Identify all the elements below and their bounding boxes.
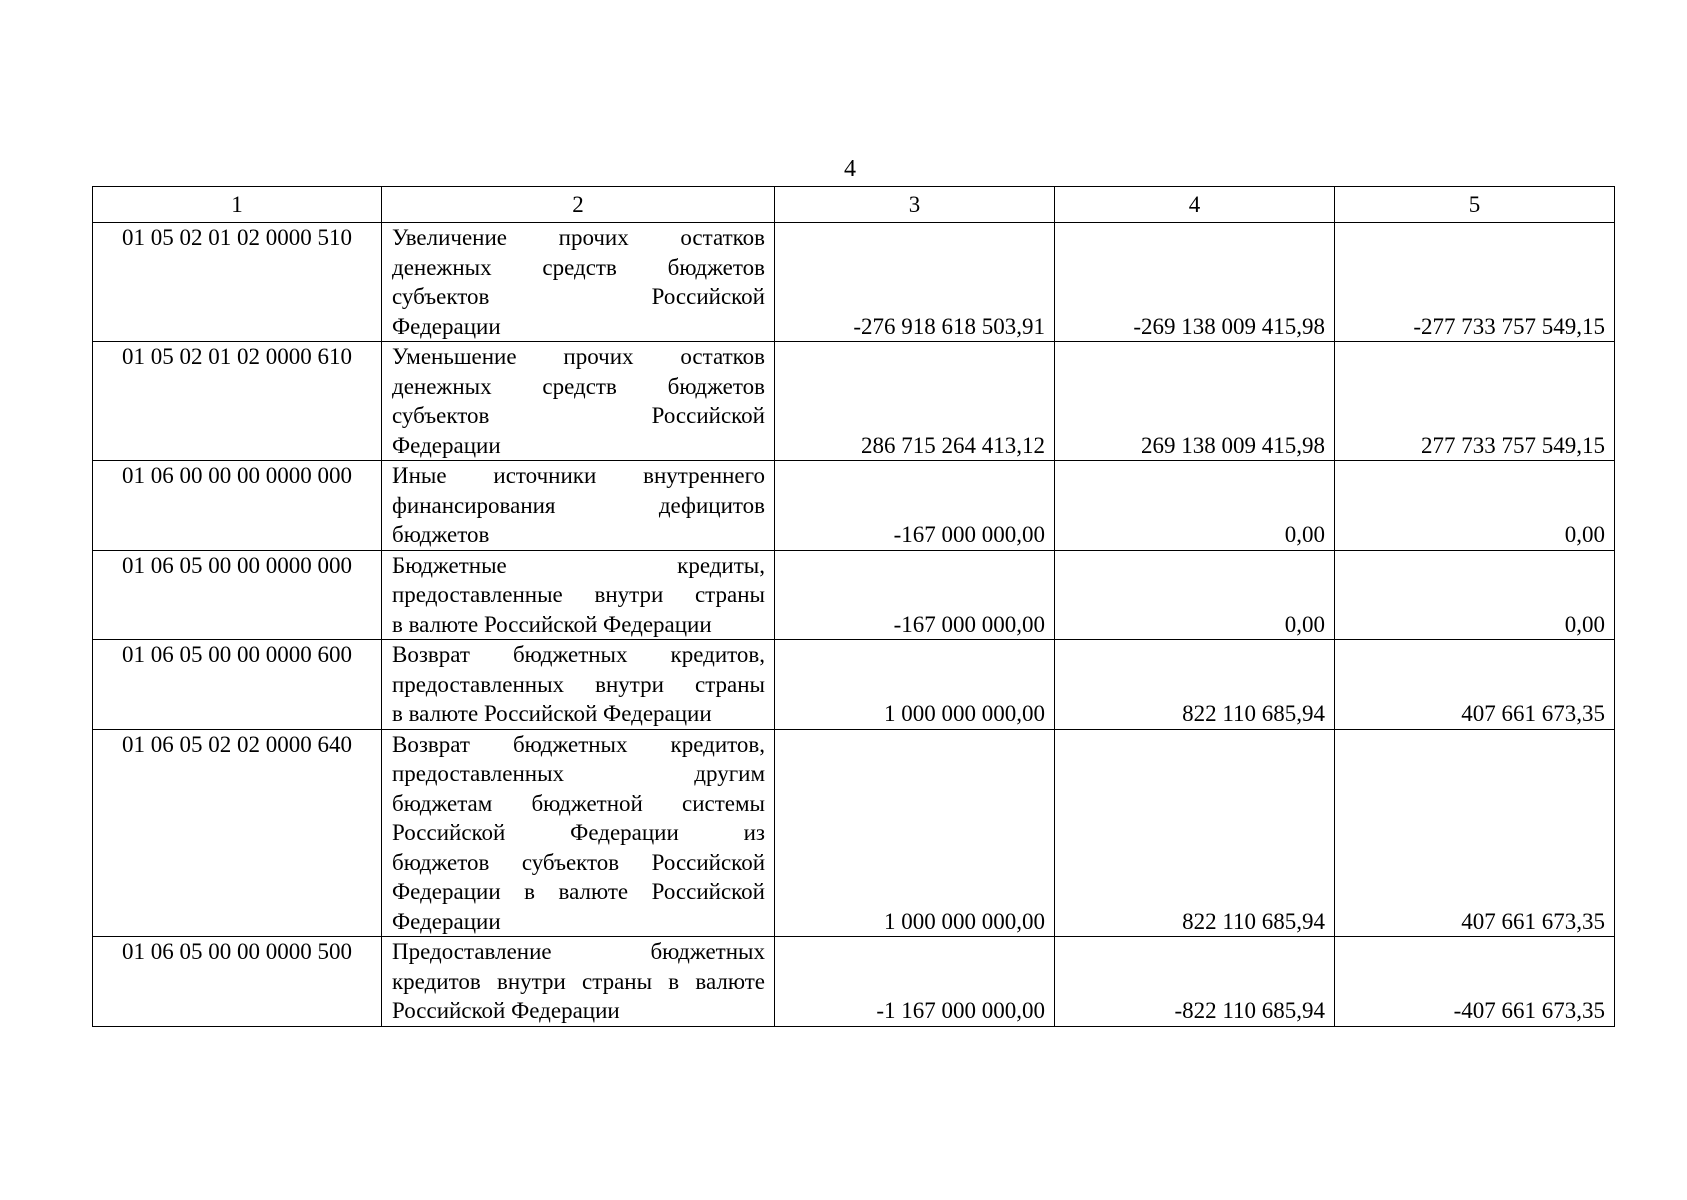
value-col4-cell: 0,00 (1055, 550, 1335, 640)
value-col4-cell: 269 138 009 415,98 (1055, 342, 1335, 461)
value-col4-cell: 822 110 685,94 (1055, 729, 1335, 937)
description-cell (382, 550, 775, 640)
description-line: в валюте Российской Федерации (392, 701, 712, 726)
value-col5-cell: 407 661 673,35 (1335, 640, 1615, 730)
header-cell-2: 2 (382, 187, 775, 223)
description-line: предоставленных внутри страны (392, 671, 765, 697)
value-col5-cell: -407 661 673,35 (1335, 937, 1615, 1027)
description-line: денежных средств бюджетов (392, 254, 765, 280)
description-line: бюджетов (392, 522, 490, 547)
description-line: Федерации (392, 313, 501, 339)
budget-code-cell: 01 05 02 01 02 0000 510 (93, 223, 382, 342)
description-line: кредитов внутри страны в валюте (392, 968, 765, 994)
description-line: Бюджетные кредиты, (392, 552, 765, 578)
description-line: Иные источники внутреннего (392, 463, 765, 488)
value-col4-cell: -822 110 685,94 (1055, 937, 1335, 1027)
value-col4-cell: -269 138 009 415,98 (1055, 223, 1335, 342)
value-col3-cell: -276 918 618 503,91 (775, 223, 1055, 342)
value-col3-cell: -167 000 000,00 (775, 550, 1055, 640)
description-line: Возврат бюджетных кредитов, (392, 642, 765, 667)
description-line: Уменьшение прочих остатков (392, 344, 765, 369)
description-line: в валюте Российской Федерации (392, 611, 712, 637)
description-cell (382, 640, 775, 730)
budget-code-cell: 01 06 05 00 00 0000 000 (93, 550, 382, 640)
table-row (93, 640, 1615, 730)
value-col5-cell: 277 733 757 549,15 (1335, 342, 1615, 461)
value-col5-cell: 0,00 (1335, 461, 1615, 551)
description-line: Федерации в валюте Российской (392, 879, 765, 904)
description-cell (382, 937, 775, 1027)
table-row (93, 342, 1615, 461)
budget-code-cell: 01 06 05 02 02 0000 640 (93, 729, 382, 937)
description-line: предоставленных другим (392, 761, 765, 786)
value-col4-cell: 0,00 (1055, 461, 1335, 551)
table-row (93, 223, 1615, 342)
description-line: Федерации (392, 908, 501, 934)
header-cell-1: 1 (93, 187, 382, 223)
table-row (93, 729, 1615, 937)
description-line: бюджетов субъектов Российской (392, 849, 765, 875)
description-line: предоставленные внутри страны (392, 582, 765, 607)
value-col3-cell: 286 715 264 413,12 (775, 342, 1055, 461)
value-col3-cell: -167 000 000,00 (775, 461, 1055, 551)
description-line: Российской Федерации (392, 998, 620, 1023)
value-col5-cell: 407 661 673,35 (1335, 729, 1615, 937)
description-line: денежных средств бюджетов (392, 373, 765, 399)
value-col3-cell: 1 000 000 000,00 (775, 729, 1055, 937)
value-col3-cell: 1 000 000 000,00 (775, 640, 1055, 730)
budget-code-cell: 01 06 00 00 00 0000 000 (93, 461, 382, 551)
value-col5-cell: -277 733 757 549,15 (1335, 223, 1615, 342)
value-col5-cell: 0,00 (1335, 550, 1615, 640)
description-line: бюджетам бюджетной системы (392, 790, 765, 816)
description-cell (382, 729, 775, 937)
description-line: субъектов Российской (392, 403, 765, 428)
description-line: финансирования дефицитов (392, 492, 765, 518)
budget-code-cell: 01 06 05 00 00 0000 500 (93, 937, 382, 1027)
description-cell (382, 461, 775, 551)
budget-code-cell: 01 06 05 00 00 0000 600 (93, 640, 382, 730)
value-col3-cell: -1 167 000 000,00 (775, 937, 1055, 1027)
header-cell-3: 3 (775, 187, 1055, 223)
table-row (93, 937, 1615, 1027)
description-cell (382, 342, 775, 461)
budget-code-cell: 01 05 02 01 02 0000 610 (93, 342, 382, 461)
description-cell (382, 223, 775, 342)
description-line: Российской Федерации из (392, 820, 765, 845)
description-line: Возврат бюджетных кредитов, (392, 731, 765, 757)
description-line: Предоставление бюджетных (392, 939, 765, 964)
description-line: Увеличение прочих остатков (392, 225, 765, 250)
header-cell-5: 5 (1335, 187, 1615, 223)
description-line: субъектов Российской (392, 284, 765, 309)
sources-financing-table (92, 186, 1615, 1027)
value-col4-cell: 822 110 685,94 (1055, 640, 1335, 730)
header-row (93, 187, 1615, 223)
page-number: 4 (844, 156, 856, 182)
table-row (93, 550, 1615, 640)
description-line: Федерации (392, 432, 501, 458)
header-cell-4: 4 (1055, 187, 1335, 223)
table-row (93, 461, 1615, 551)
